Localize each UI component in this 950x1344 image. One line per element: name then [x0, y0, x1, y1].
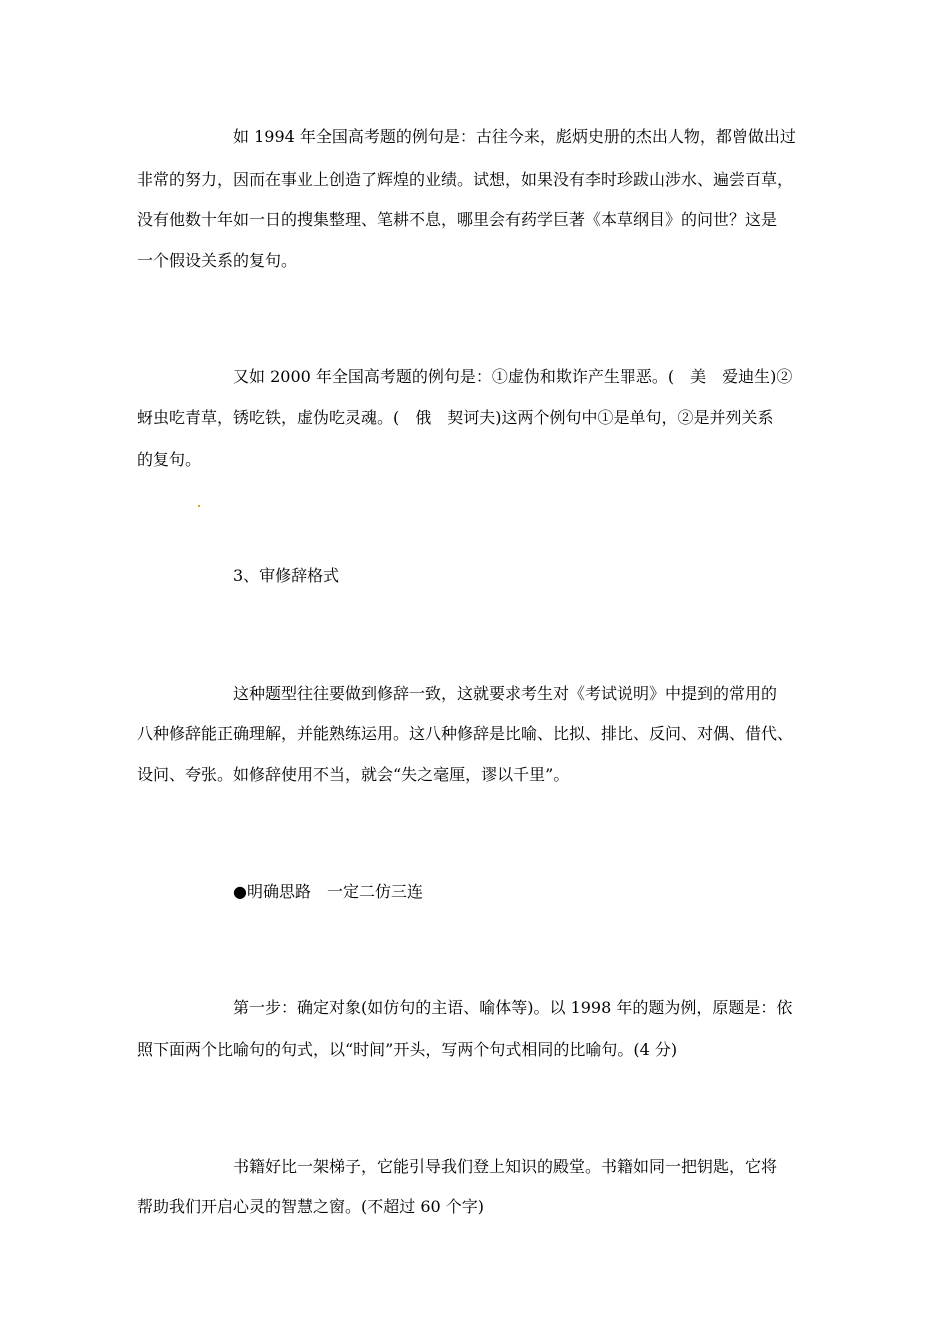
paragraph-1-line-3: 没有他数十年如一日的搜集整理、笔耕不息，哪里会有药学巨著《本草纲目》的问世？这是: [137, 210, 778, 229]
paragraph-1-line-4: 一个假设关系的复句。: [137, 251, 298, 270]
stray-mark: [198, 505, 200, 507]
paragraph-3-line-3: 设问、夸张。如修辞使用不当，就会“失之毫厘，谬以千里”。: [137, 765, 570, 784]
section-heading-3: 3、审修辞格式: [233, 566, 340, 585]
paragraph-4-line-1: 第一步：确定对象(如仿句的主语、喻体等)。以 1998 年的题为例，原题是：依: [233, 998, 793, 1017]
paragraph-3-line-2: 八种修辞能正确理解，并能熟练运用。这八种修辞是比喻、比拟、排比、反问、对偶、借代、: [137, 724, 794, 743]
paragraph-1-line-2: 非常的努力，因而在事业上创造了辉煌的业绩。试想，如果没有李时珍跋山涉水、遍尝百草，: [137, 170, 794, 189]
paragraph-2-line-3: 的复句。: [137, 450, 202, 469]
paragraph-2-line-2: 蚜虫吃青草，锈吃铁，虚伪吃灵魂。( 俄 契诃夫)这两个例句中①是单句，②是并列关系: [137, 408, 774, 427]
paragraph-5-line-2: 帮助我们开启心灵的智慧之窗。(不超过 60 个字): [137, 1197, 485, 1216]
paragraph-5-line-1: 书籍好比一架梯子，它能引导我们登上知识的殿堂。书籍如同一把钥匙，它将: [233, 1157, 778, 1176]
paragraph-1-line-1: 如 1994 年全国高考题的例句是：古往今来，彪炳史册的杰出人物，都曾做出过: [233, 127, 796, 146]
paragraph-3-line-1: 这种题型往往要做到修辞一致，这就要求考生对《考试说明》中提到的常用的: [233, 684, 778, 703]
paragraph-4-line-2: 照下面两个比喻句的句式，以“时间”开头，写两个句式相同的比喻句。(4 分): [137, 1040, 678, 1059]
bullet-heading: ●明确思路 一定二仿三连: [233, 882, 423, 901]
paragraph-2-line-1: 又如 2000 年全国高考题的例句是：①虚伪和欺诈产生罪恶。( 美 爱迪生)②: [233, 367, 793, 386]
